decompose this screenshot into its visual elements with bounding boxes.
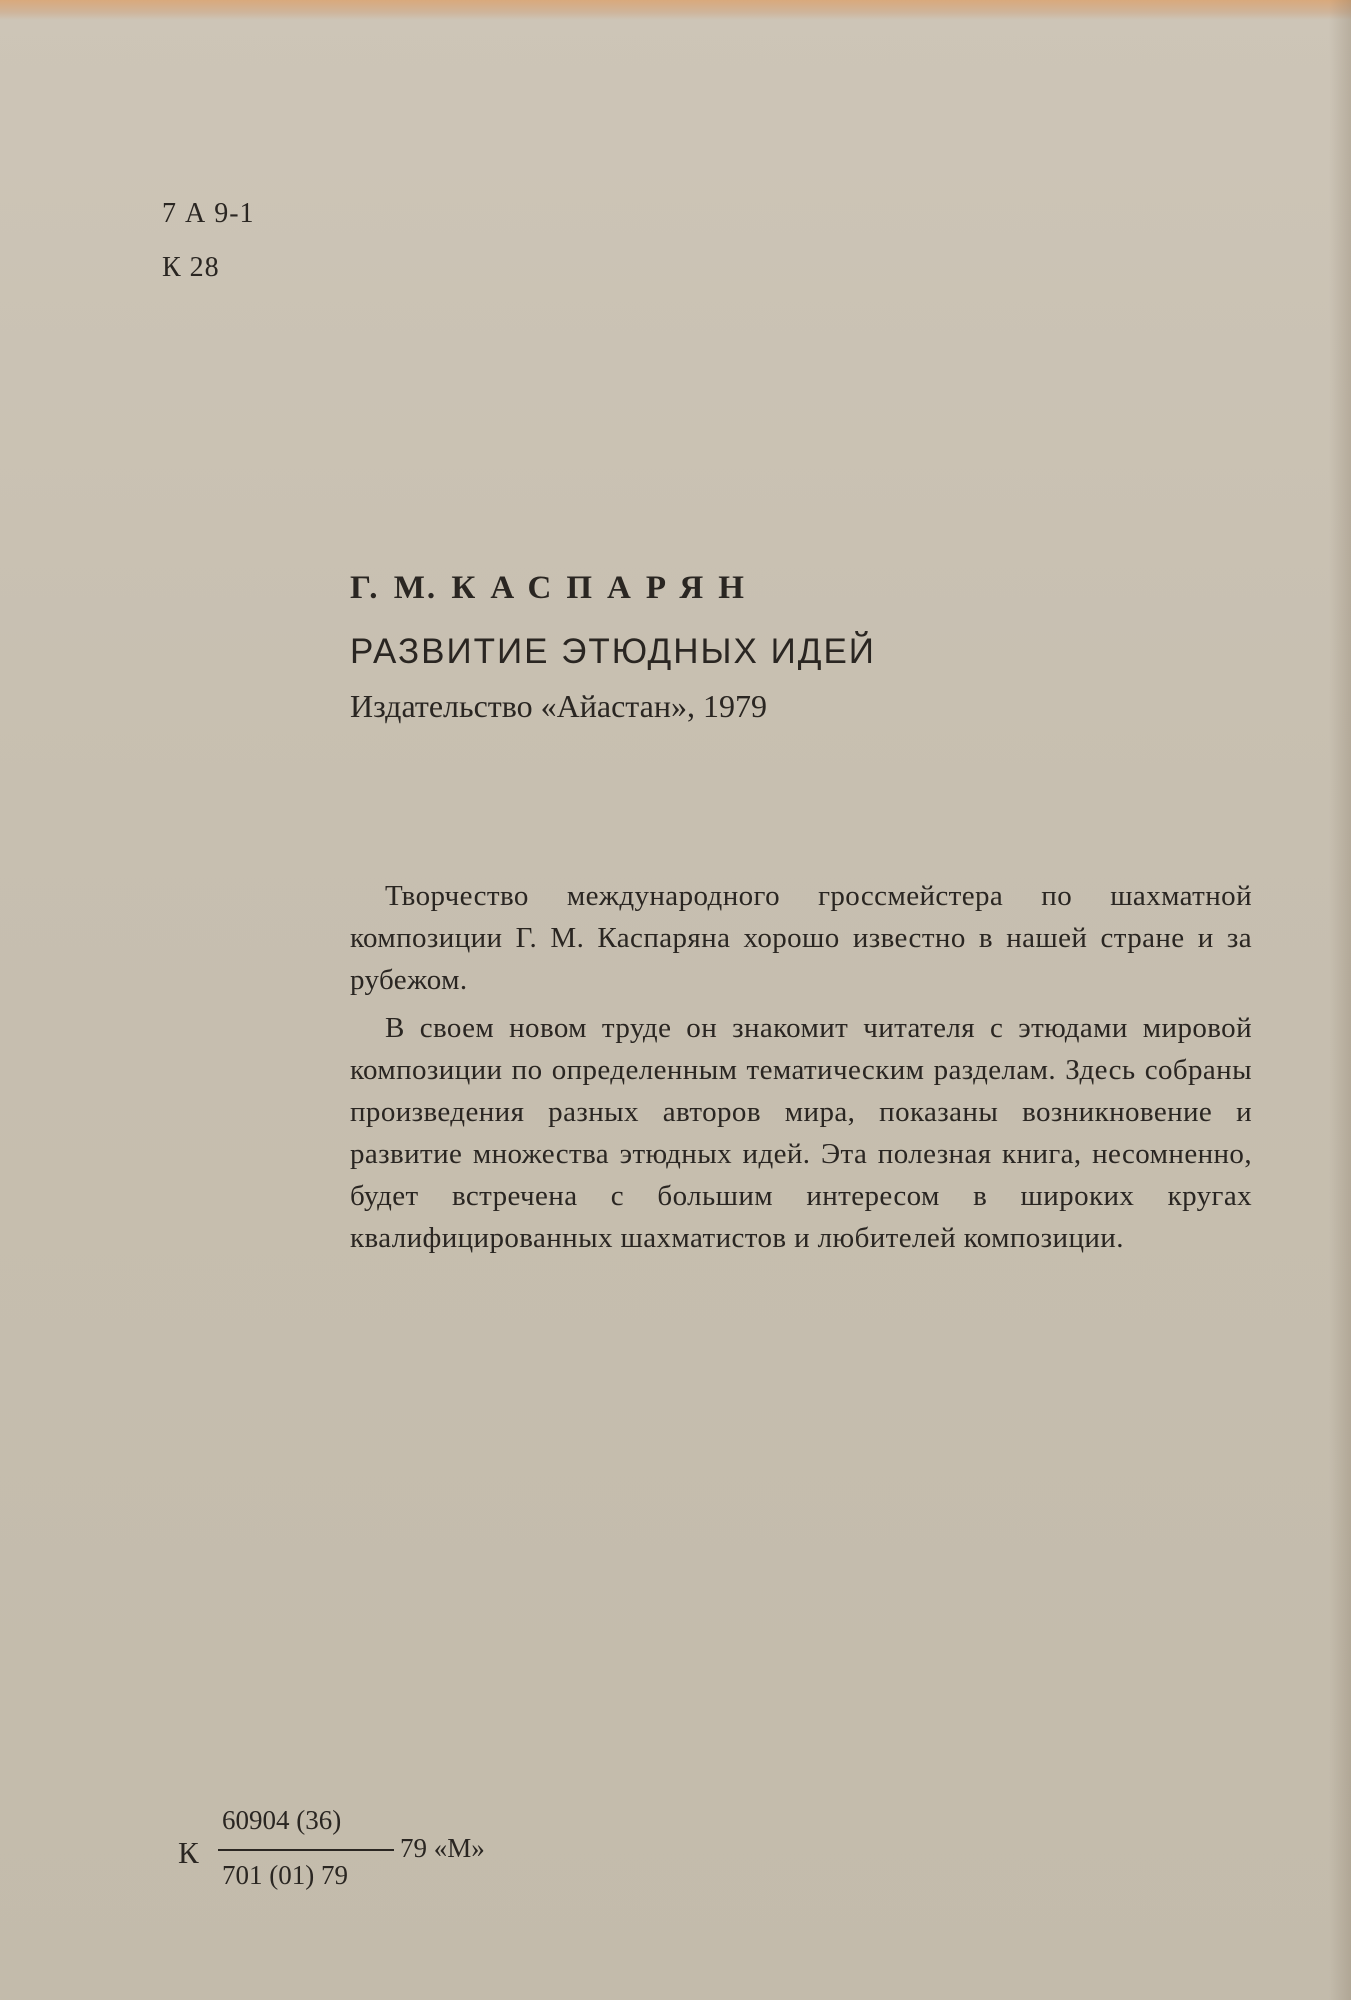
fraction-line xyxy=(218,1849,394,1851)
author-name xyxy=(350,570,759,607)
catalog-numerator: 60904 (36) xyxy=(222,1805,342,1835)
author-surname: КАСПАРЯН xyxy=(451,570,759,606)
catalog-suffix: 79 «М» xyxy=(400,1833,485,1863)
book-title: РАЗВИТИЕ ЭТЮДНЫХ ИДЕЙ xyxy=(350,632,876,671)
annotation-paragraph: В своем новом труде он знакомит читателя с этюдами мировой композиции по определенным тематическим разделам. Здесь собраны произведения разных авторов мира, показаны возникновение и развитие множества этюдных идей. Эта полезная книга, несомненно, будет встречена с большим интересом в широких кругах квалифицированных шахматистов и любителей композиции. xyxy=(350,1012,1252,1254)
page-top-edge xyxy=(0,0,1351,20)
annotation-text xyxy=(350,875,1252,1259)
catalog-denominator: 701 (01) 79 xyxy=(222,1860,348,1890)
catalog-letter: К xyxy=(178,1835,199,1870)
catalog-index xyxy=(178,1805,538,1905)
udk-code: 7 А 9-1 xyxy=(162,198,255,229)
author-initials: Г. М. xyxy=(350,570,438,606)
page-right-edge xyxy=(1329,0,1351,2000)
author-mark-code: К 28 xyxy=(162,252,220,283)
publisher-line: Издательство «Айастан», 1979 xyxy=(350,688,767,724)
annotation-paragraph: Творчество международного гроссмейстера по шахматной композиции Г. М. Каспаряна хорошо известно в нашей стране и за рубежом. xyxy=(350,880,1252,996)
